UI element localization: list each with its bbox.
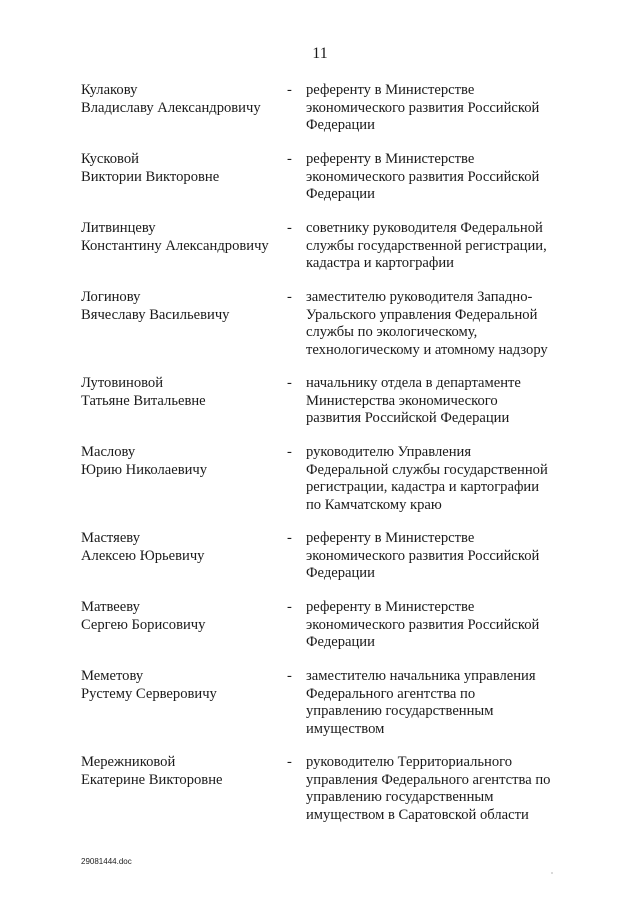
position-title	[306, 530, 606, 583]
position-line: референту в Министерстве	[306, 530, 475, 546]
position-line: технологическому и атомному надзору	[306, 341, 548, 358]
dash-separator: -	[287, 151, 292, 167]
position-line: экономического развития Российской	[306, 168, 540, 185]
position-line: Федеральной службы государственной	[306, 461, 548, 478]
position-line: экономического развития Российской	[306, 616, 540, 633]
page-number: 11	[312, 45, 328, 62]
person-name	[81, 375, 281, 410]
given-name: Юрию Николаевичу	[81, 461, 208, 478]
position-line: Министерства экономического	[306, 392, 498, 409]
position-line: по Камчатскому краю	[306, 496, 442, 513]
position-title	[306, 82, 606, 135]
dash-separator: -	[287, 220, 292, 236]
given-name: Вячеславу Васильевичу	[81, 306, 230, 323]
position-line: референту в Министерстве	[306, 151, 475, 167]
given-name: Екатерине Викторовне	[81, 771, 223, 788]
position-title	[306, 220, 606, 273]
person-name	[81, 599, 281, 634]
dash-separator: -	[287, 444, 292, 460]
position-line: управления Федерального агентства по	[306, 771, 551, 788]
dash-separator: -	[287, 530, 292, 546]
given-name: Константину Александровичу	[81, 237, 269, 254]
person-name	[81, 754, 281, 789]
document-file-name: 29081444.doc	[81, 857, 132, 866]
position-line: начальнику отдела в департаменте	[306, 375, 521, 391]
given-name: Алексею Юрьевичу	[81, 547, 205, 564]
surname: Маслову	[81, 444, 136, 460]
position-line: советнику руководителя Федеральной	[306, 220, 543, 236]
position-line: регистрации, кадастра и картографии	[306, 479, 540, 495]
dash-separator: -	[287, 599, 292, 615]
position-line: экономического развития Российской	[306, 547, 540, 564]
position-line: Федерации	[306, 634, 375, 650]
dash-separator: -	[287, 289, 292, 305]
given-name: Сергею Борисовичу	[81, 616, 206, 633]
position-line: заместителю руководителя Западно-	[306, 289, 533, 305]
position-line: управлению государственным	[306, 703, 494, 719]
person-name	[81, 444, 281, 479]
person-name	[81, 668, 281, 703]
position-line: службы по экологическому,	[306, 324, 478, 340]
dash-separator: -	[287, 754, 292, 770]
given-name: Рустему Серверовичу	[81, 685, 217, 702]
position-line: Федерации	[306, 565, 375, 581]
position-title	[306, 375, 606, 428]
position-title	[306, 754, 606, 824]
position-line: руководителю Управления	[306, 444, 472, 460]
person-name	[81, 530, 281, 565]
position-line: экономического развития Российской	[306, 99, 540, 116]
person-name	[81, 289, 281, 324]
position-line: развития Российской Федерации	[306, 410, 510, 426]
position-title	[306, 668, 606, 738]
surname: Меметову	[81, 668, 144, 684]
position-title	[306, 289, 606, 359]
position-line: имуществом	[306, 720, 385, 737]
position-title	[306, 599, 606, 652]
given-name: Татьяне Витальевне	[81, 392, 206, 409]
surname: Логинову	[81, 289, 141, 305]
scan-speck	[551, 872, 553, 874]
position-line: Федерального агентства по	[306, 685, 476, 702]
surname: Кулакову	[81, 82, 138, 98]
surname: Мастяеву	[81, 530, 140, 546]
position-title	[306, 444, 606, 514]
given-name: Владиславу Александровичу	[81, 99, 261, 116]
position-line: заместителю начальника управления	[306, 668, 536, 684]
surname: Лутовиновой	[81, 375, 164, 391]
surname: Литвинцеву	[81, 220, 156, 236]
dash-separator: -	[287, 668, 292, 684]
person-name	[81, 82, 281, 117]
person-name	[81, 151, 281, 186]
position-line: службы государственной регистрации,	[306, 237, 547, 254]
surname: Матвееву	[81, 599, 140, 615]
position-line: Федерации	[306, 186, 375, 202]
position-line: референту в Министерстве	[306, 82, 475, 98]
dash-separator: -	[287, 82, 292, 98]
position-line: имуществом в Саратовской области	[306, 806, 529, 823]
surname: Мережниковой	[81, 754, 176, 770]
dash-separator: -	[287, 375, 292, 391]
position-line: референту в Министерстве	[306, 599, 475, 615]
given-name: Виктории Викторовне	[81, 168, 220, 185]
person-name	[81, 220, 281, 255]
position-line: руководителю Территориального	[306, 754, 513, 770]
position-line: Федерации	[306, 117, 375, 133]
position-line: кадастра и картографии	[306, 255, 454, 271]
position-line: управлению государственным	[306, 789, 494, 805]
surname: Кусковой	[81, 151, 139, 167]
position-title	[306, 151, 606, 204]
position-line: Уральского управления Федеральной	[306, 306, 538, 323]
